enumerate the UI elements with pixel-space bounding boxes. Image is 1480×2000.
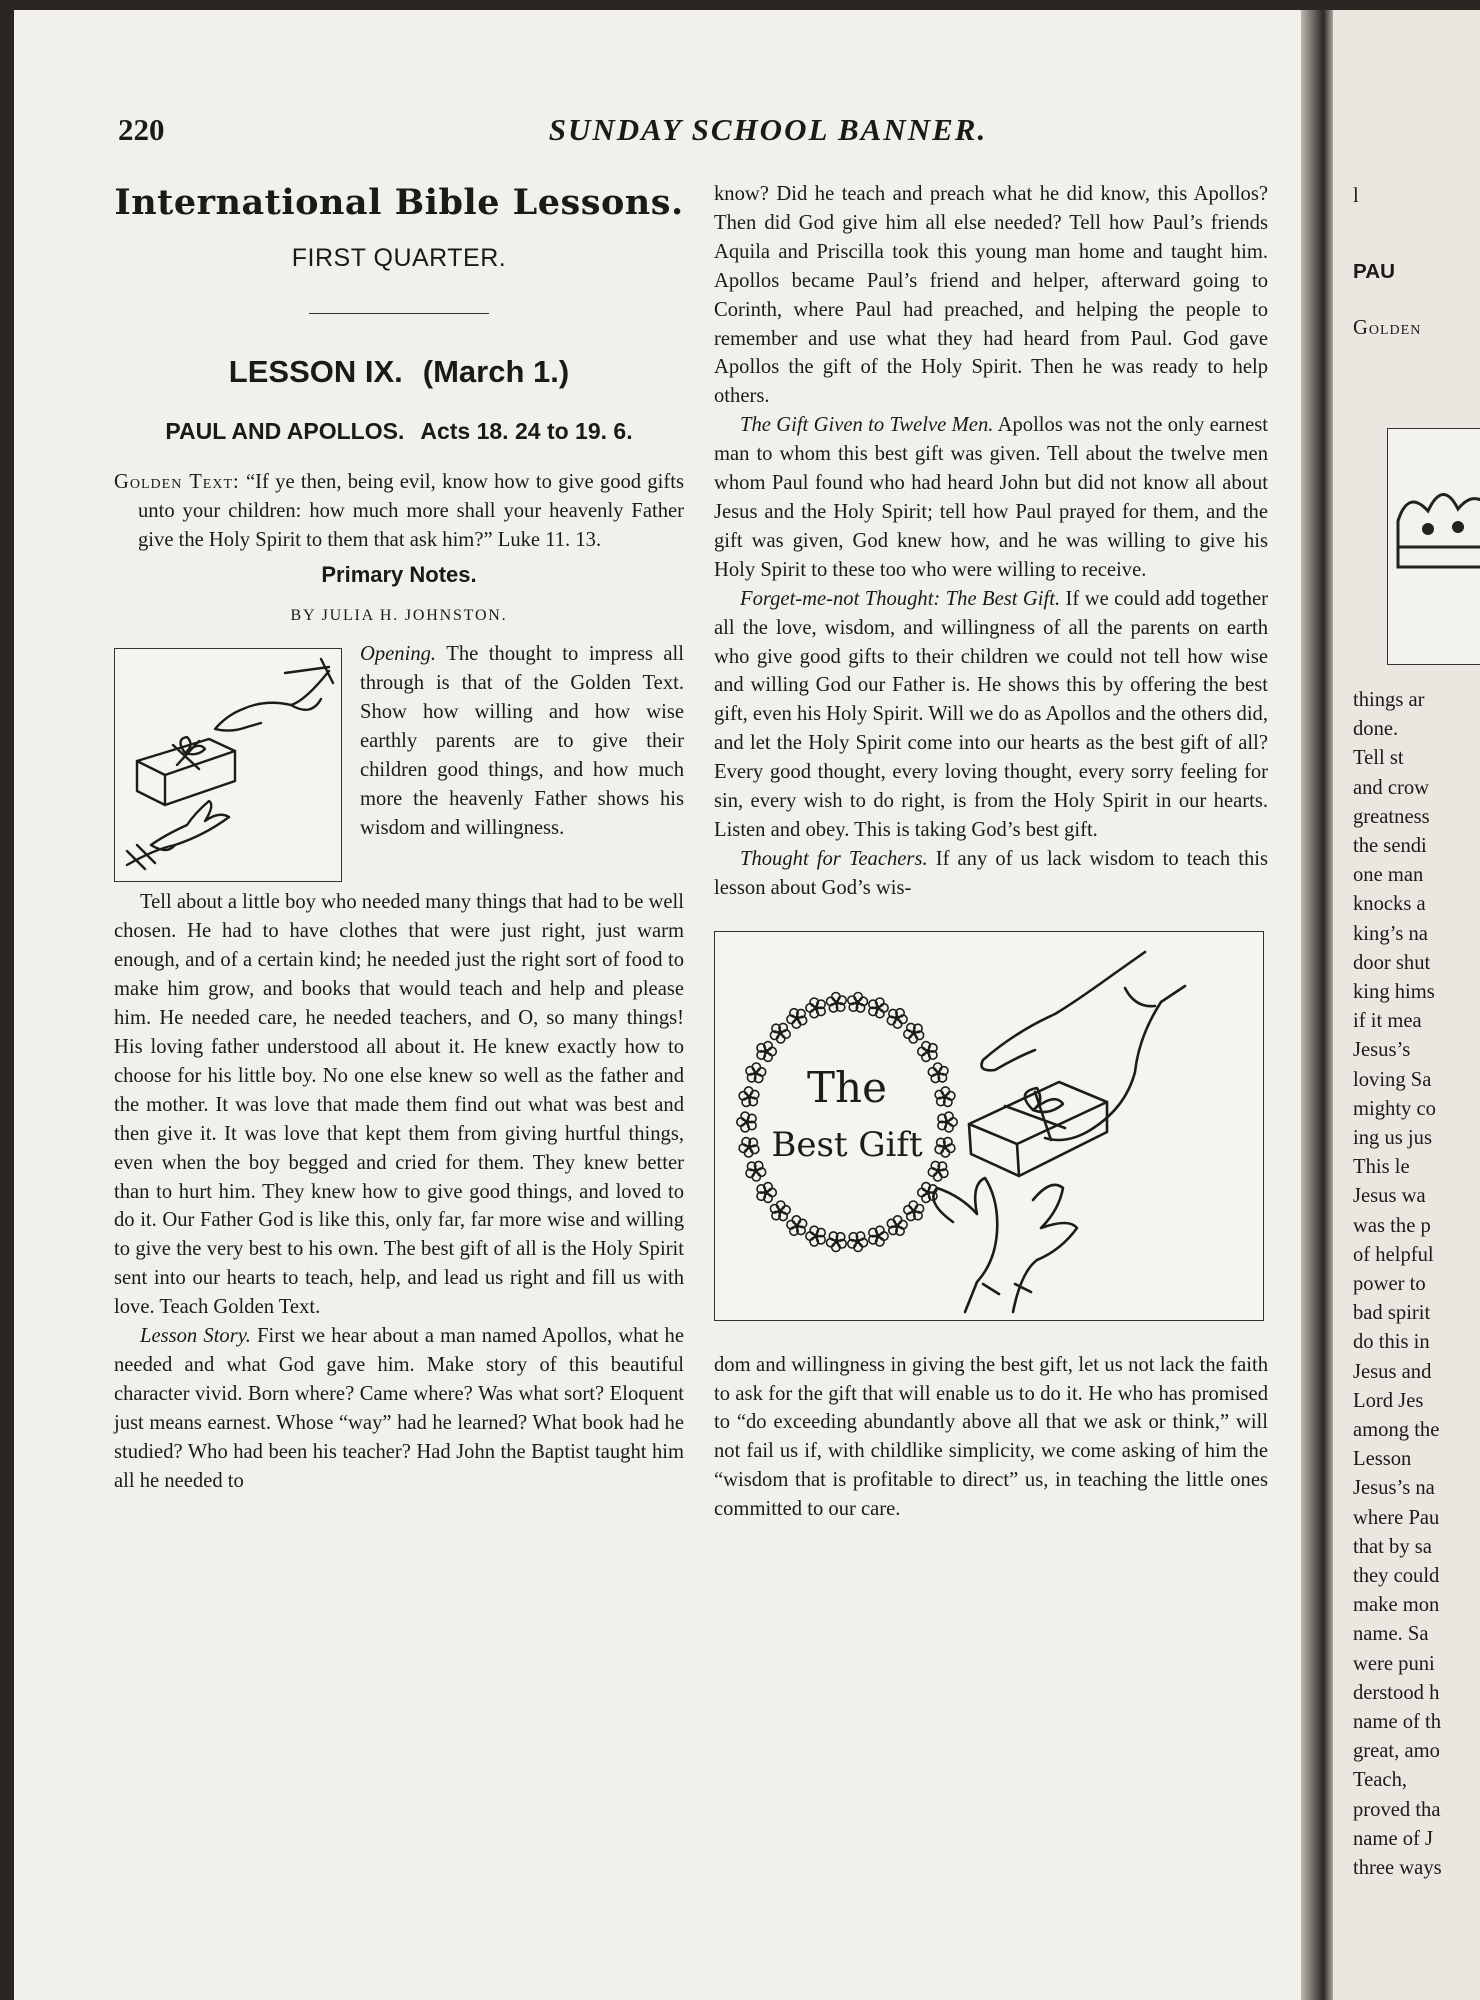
best-gift-drawing bbox=[715, 932, 1263, 1320]
facing-page-line: if it mea bbox=[1353, 1010, 1422, 1033]
facing-page-line: make mon bbox=[1353, 1594, 1440, 1617]
hands-and-gift bbox=[933, 952, 1185, 1312]
running-head bbox=[118, 108, 1278, 152]
wreath-flower bbox=[787, 1008, 807, 1027]
gift-twelve-men-label: The Gift Given to Twelve Men. bbox=[740, 414, 994, 437]
wreath-text-best-gift: Best Gift bbox=[771, 1124, 923, 1165]
facing-page-line: the sendi bbox=[1353, 835, 1427, 857]
lesson-date: (March 1.) bbox=[422, 353, 570, 389]
facing-page-line: among the bbox=[1353, 1419, 1440, 1441]
facing-page-line: of helpful bbox=[1353, 1243, 1434, 1266]
facing-page-line: Jesus and bbox=[1353, 1360, 1432, 1383]
lesson-heading bbox=[114, 352, 684, 392]
facing-page-line: one man bbox=[1353, 864, 1424, 887]
gift-twelve-men-text: Apollos was not the only earnest man to whom this best gift was given. Tell about the twelve men whom Paul found who had heard John but did not know all about Jesus and the Holy Spirit; tell how Paul prayed for them, and the gift was given, God knew how, and he was willing to give his Holy Spirit to these too who were willing to receive. bbox=[714, 414, 1268, 581]
lesson-subject-title: PAUL AND APOLLOS. bbox=[165, 417, 405, 444]
teachers-paragraph bbox=[714, 845, 1268, 903]
golden-text-label: Golden Text: bbox=[114, 470, 240, 493]
facing-page-line: Tell st bbox=[1353, 747, 1404, 770]
facing-page-illustration bbox=[1387, 428, 1480, 665]
wreath-flower bbox=[739, 1087, 759, 1107]
lesson-story-label: Lesson Story. bbox=[140, 1325, 251, 1348]
lesson-reference: Acts 18. 24 to 19. 6. bbox=[420, 417, 633, 444]
facing-page-line: Teach, bbox=[1353, 1769, 1408, 1792]
facing-page-line: power to bbox=[1353, 1273, 1426, 1295]
wreath-flower bbox=[935, 1087, 955, 1107]
lesson-story-text: First we hear about a man named Apollos, what he needed and what God gave him. Make story of this beautiful character vivid. Born where? Came where? Was what sort? Eloquent just means earnest. Whose “way” had he learned? What book had he studied? Who had been his teacher? Had John the Baptist taught him all he needed to bbox=[114, 1325, 684, 1492]
golden-text bbox=[114, 468, 684, 555]
primary-notes-heading: Primary Notes. bbox=[321, 561, 477, 587]
wreath-flower bbox=[904, 1201, 924, 1221]
facing-page-line: where Pau bbox=[1353, 1506, 1440, 1529]
facing-page-line: and crow bbox=[1353, 776, 1430, 799]
facing-page-line: Lesson bbox=[1353, 1448, 1412, 1471]
wisdom-continued-paragraph: dom and willingness in giving the best gift, let us not lack the faith to ask for the gift that will enable us to do it. He who has promised to “do exceeding abundantly above all that we ask or think,” will not fail us if, with childlike simplicity, we come asking of him the “wisdom that is profitable to direct” us, in teaching the little ones committed to our care. bbox=[714, 1353, 1268, 1521]
facing-page-line: that by sa bbox=[1353, 1535, 1432, 1558]
wreath-flower bbox=[904, 1023, 924, 1043]
facing-page bbox=[1333, 10, 1480, 2000]
forget-me-not-text: If we could add together all the love, wisdom, and willingness of all the parents on earth who give good gifts to their children we could not tell how wise and willing God our Father is. He shows this by offering the best gift, even his Holy Spirit. Will we do as Apollos and the others did, and let the Holy Spirit come into our hearts as the best gift of all? Every good thought, every loving thought, every sorry feeling for sin, every wish to do right, is from the Holy Spirit in our hearts. Listen and obey. This is taking God’s best gift. bbox=[714, 587, 1268, 841]
book-gutter bbox=[1301, 10, 1333, 2000]
facing-page-line: Lord Jes bbox=[1353, 1389, 1424, 1412]
teachers-text: If any of us lack wisdom to teach this lesson about God’s wis- bbox=[714, 847, 1269, 899]
wreath-flower bbox=[806, 998, 825, 1018]
facing-page-golden-label: Golden bbox=[1353, 317, 1422, 339]
facing-page-line: do this in bbox=[1353, 1331, 1430, 1354]
wreath-flower bbox=[737, 1112, 756, 1132]
opening-text: The thought to impress all through is that of the Golden Text. Show how willing and how wise earthly parents are to give their children good things, and how much more the heavenly Father shows his wisdom and willingness. bbox=[360, 643, 684, 839]
teachers-label: Thought for Teachers. bbox=[740, 847, 928, 870]
wreath-flower bbox=[770, 1201, 790, 1221]
gift-twelve-men-paragraph bbox=[714, 411, 1268, 584]
wreath-flower bbox=[887, 1215, 907, 1235]
gift-hands-illustration bbox=[114, 648, 342, 882]
forget-me-not-label: Forget-me-not Thought: The Best Gift. bbox=[740, 587, 1061, 610]
facing-page-line: proved tha bbox=[1353, 1798, 1441, 1821]
crown-illustration bbox=[1388, 429, 1480, 664]
facing-page-line: ing us jus bbox=[1353, 1127, 1432, 1149]
wreath-flower bbox=[739, 1137, 759, 1157]
facing-page-line: they could bbox=[1353, 1565, 1440, 1587]
wreath-flower bbox=[757, 1182, 776, 1202]
facing-page-line: knocks a bbox=[1353, 893, 1426, 916]
wreath-flower bbox=[827, 992, 847, 1012]
wreath-flower bbox=[928, 1063, 948, 1083]
lesson-subject bbox=[114, 414, 684, 448]
facing-page-line: mighty co bbox=[1353, 1097, 1436, 1120]
golden-text-body: “If ye then, being evil, know how to give good gifts unto your children: how much more shall your heavenly Father give the Holy Spirit to them that ask him?” Luke 11. 13. bbox=[138, 470, 684, 551]
facing-page-line: greatness bbox=[1353, 805, 1430, 828]
forget-me-not-wreath bbox=[737, 992, 957, 1251]
author-byline: BY JULIA H. JOHNSTON. bbox=[290, 606, 508, 624]
facing-page-line: door shut bbox=[1353, 951, 1431, 974]
facing-page-fragment: l bbox=[1353, 185, 1359, 207]
facing-page-line: Jesus’s bbox=[1353, 1039, 1411, 1062]
divider-rule bbox=[309, 313, 489, 314]
wreath-flower bbox=[746, 1063, 766, 1083]
wreath-flower bbox=[935, 1137, 955, 1157]
facing-page-line: name. Sa bbox=[1353, 1623, 1429, 1646]
right-column bbox=[714, 180, 1268, 1524]
best-gift-illustration bbox=[714, 931, 1264, 1321]
wreath-flower bbox=[787, 1215, 807, 1235]
wreath-flower bbox=[887, 1008, 907, 1027]
apollos-continued-paragraph: know? Did he teach and preach what he did know, this Apollos? Then did God give him all else needed? Tell how Paul’s friends Aquila and Priscilla took this young man home and taught him. Apollos became Paul’s friend and helper, afterward going to Corinth, where Paul had preached, and helping the people to remember and use what they had heard from Paul. God gave Apollos the gift of the Holy Spirit. Then he was ready to help others. bbox=[714, 183, 1268, 408]
page-number: 220 bbox=[118, 112, 165, 147]
facing-page-heading: PAU bbox=[1353, 260, 1395, 283]
little-boy-paragraph: Tell about a little boy who needed many things that had to be well chosen. He had to have clothes that were just right, just warm enough, and of a certain kind; he needed just the right sort of food to make him grow, and books that would teach and help and please him. He needed care, he needed teachers, and O, so many things! His loving father understood all about it. He knew exactly how to choose for his little boy. No one else knew so well as the father and the mother. It was love that made them find out what was best and then give it. It was love that kept them from giving hurtful things, even when the boy begged and cried for them. They knew better than to hurt him. They knew how to give good things, and loved to do it. Our Father God is like this, only far, far more wise and willing to give the very best to his own. The best gift of all is the Holy Spirit sent into our hearts to teach, help, and lead us right and fill us with love. Teach Golden Text. bbox=[114, 891, 684, 1319]
facing-page-line: Jesus’s na bbox=[1353, 1477, 1435, 1500]
opening-label: Opening. bbox=[360, 643, 437, 666]
facing-page-line: Jesus wa bbox=[1353, 1185, 1426, 1208]
wreath-flower bbox=[848, 992, 868, 1012]
facing-page-line: derstood h bbox=[1353, 1681, 1440, 1704]
facing-page-line: great, amo bbox=[1353, 1740, 1440, 1763]
facing-page-line: was the p bbox=[1353, 1214, 1431, 1237]
facing-page-line: things ar bbox=[1353, 689, 1425, 711]
wreath-flower bbox=[770, 1023, 790, 1043]
wreath-flower bbox=[869, 1226, 888, 1246]
wreath-text-the: The bbox=[807, 1062, 887, 1112]
wreath-flower bbox=[746, 1161, 766, 1181]
facing-page-line: king’s na bbox=[1353, 922, 1428, 945]
wreath-flower bbox=[757, 1041, 776, 1061]
wreath-flower bbox=[918, 1041, 937, 1061]
giving-hands-drawing bbox=[115, 649, 341, 881]
left-column bbox=[114, 180, 684, 1495]
wreath-flower bbox=[869, 998, 888, 1018]
facing-page-line: done. bbox=[1353, 718, 1399, 741]
facing-page-line: This le bbox=[1353, 1156, 1410, 1179]
wreath-flower bbox=[938, 1112, 957, 1132]
facing-page-line: were puni bbox=[1353, 1652, 1435, 1675]
forget-me-not-paragraph bbox=[714, 585, 1268, 845]
facing-page-line: bad spirit bbox=[1353, 1302, 1431, 1325]
journal-title: SUNDAY SCHOOL BANNER. bbox=[548, 112, 988, 147]
wreath-flower bbox=[848, 1232, 868, 1252]
section-title: International Bible Lessons. bbox=[114, 182, 684, 223]
lesson-story-paragraph bbox=[114, 1322, 684, 1495]
wreath-flower bbox=[928, 1161, 948, 1181]
wreath-flower bbox=[827, 1232, 847, 1252]
quarter-heading: FIRST QUARTER. bbox=[291, 244, 507, 272]
facing-page-line: king hims bbox=[1353, 981, 1435, 1003]
facing-page-line: name of th bbox=[1353, 1711, 1442, 1733]
facing-page-line: loving Sa bbox=[1353, 1068, 1432, 1091]
facing-page-line: three ways bbox=[1353, 1857, 1442, 1879]
facing-page-line: name of J bbox=[1353, 1827, 1434, 1850]
lesson-number: LESSON IX. bbox=[228, 353, 403, 389]
wreath-flower bbox=[806, 1226, 825, 1246]
